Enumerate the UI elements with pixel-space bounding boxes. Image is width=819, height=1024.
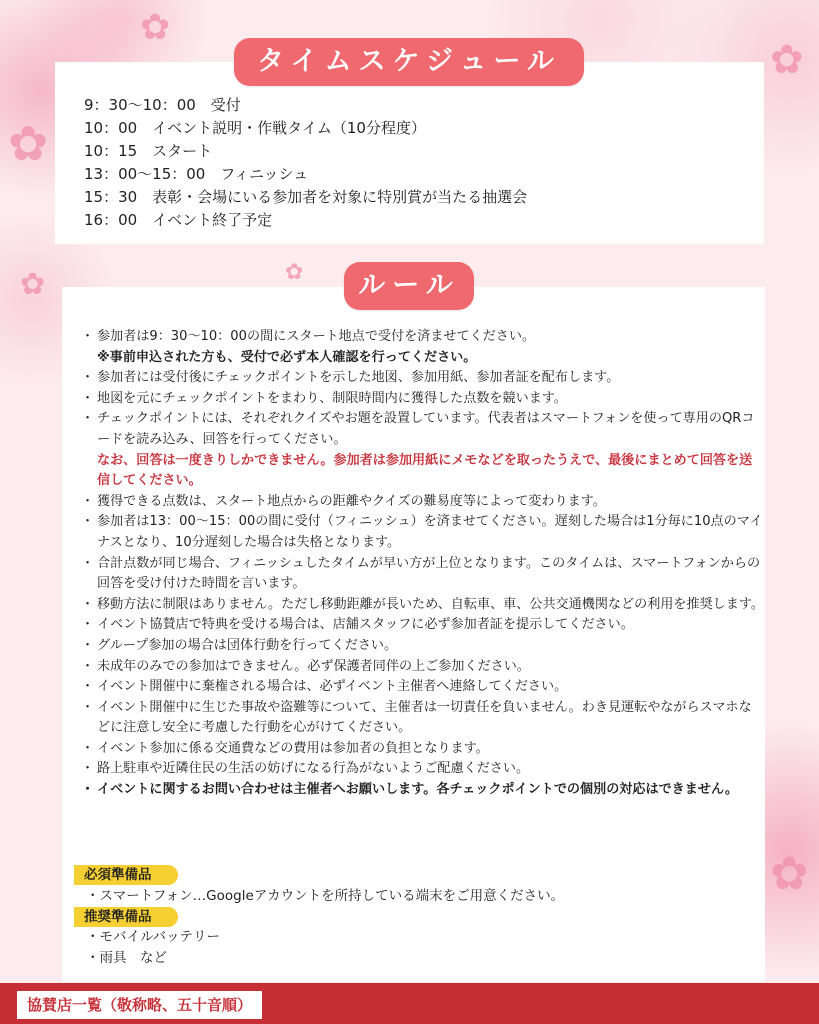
rule-item: ・ 地図を元にチェックポイントをまわり、制限時間内に獲得した点数を競います。 [84,389,764,410]
required-item: ・スマートフォン…Googleアカウントを所持している端末をご用意ください。 [86,888,565,904]
schedule-item: 16：00 イベント終了予定 [84,211,273,229]
rule-item [84,327,764,368]
rule-item: ・ 移動方法に制限はありません。ただし移動距離が長いため、自転車、車、公共交通機関などの利用を推奨します。 [84,595,764,616]
schedule-item: 10：15 スタート [84,142,213,160]
rule-item: ・ 路上駐車や近隣住民の生活の妨げになる行為がないようご配慮ください。 [84,759,764,780]
rule-item: ・ 獲得できる点数は、スタート地点からの距離やクイズの難易度等によって変わります。 [84,492,764,513]
flower-icon: ✿ [770,846,809,900]
flower-icon: ✿ [20,267,46,302]
schedule-item: 9：30〜10：00 受付 [84,96,241,114]
rule-item: ・ イベント参加に係る交通費などの費用は参加者の負担となります。 [84,739,764,760]
rule-item: ・ 参加者には受付後にチェックポイントを示した地図、参加用紙、参加者証を配布します。 [84,368,764,389]
rule-item: ・ イベント開催中に棄権される場合は、必ずイベント主催者へ連絡してください。 [84,677,764,698]
rule-warning: なお、回答は一度きりしかできません。参加者は参加用紙にメモなどを取ったうえで、最後にまとめて回答を送信してください。 [97,452,753,489]
flower-icon: ✿ [770,37,804,83]
rule-note: ※事前申込された方も、受付で必ず本人確認を行ってください。 [97,349,477,365]
rule-item: ・ イベント協賛店で特典を受ける場合は、店舗スタッフに必ず参加者証を提示してください。 [84,615,764,636]
schedule-item: 10：00 イベント説明・作戦タイム（10分程度） [84,119,426,137]
rule-item: ・ 合計点数が同じ場合、フィニッシュしたタイムが早い方が上位となります。このタイムは、スマートフォンからの回答を受け付けた時間を言います。 [84,554,764,595]
flower-icon: ✿ [140,7,171,48]
flower-icon: ✿ [285,260,304,285]
rules-list [84,327,764,801]
sponsor-list-heading: 協賛店一覧（敬称略、五十音順） [17,991,262,1019]
rule-item: ・ 参加者は13：00〜15：00の間に受付（フィニッシュ）を済ませてください。遅刻した場合は1分毎に10点のマイナスとなり、10分遅刻した場合は失格となります。 [84,512,764,553]
schedule-item: 13：00〜15：00 フィニッシュ [84,165,309,183]
schedule-item: 15：30 表彰・会場にいる参加者を対象に特別賞が当たる抽選会 [84,188,528,206]
recommended-item: ・雨具 など [86,950,167,966]
schedule-title: タイムスケジュール [234,38,584,86]
rule-item: ・ グループ参加の場合は団体行動を行ってください。 [84,636,764,657]
rules-title: ルール [344,262,474,310]
rule-item [84,409,764,491]
flower-icon: ✿ [8,116,49,172]
schedule-list [84,94,527,232]
rule-item: ・ 未成年のみでの参加はできません。必ず保護者同伴の上ご参加ください。 [84,657,764,678]
rule-item: ・ イベント開催中に生じた事故や盗難等について、主催者は一切責任を負いません。わき見運転やながらスマホなどに注意し安全に考慮した行動を心がけてください。 [84,698,764,739]
rule-text: 参加者は9：30〜10：00の間にスタート地点で受付を済ませてください。 [97,329,536,344]
recommended-item: ・モバイルバッテリー [86,929,221,945]
rule-text: チェックポイントには、それぞれクイズやお題を設置しています。代表者はスマートフォンを使って専用のQRコードを読み込み、回答を行ってください。 [97,411,755,447]
rule-item: ・ イベントに関するお問い合わせは主催者へお願いします。各チェックポイントでの個別の対応はできません。 [84,780,764,801]
required-items-label: 必須準備品 [74,865,178,885]
recommended-items-label: 推奨準備品 [74,907,178,927]
